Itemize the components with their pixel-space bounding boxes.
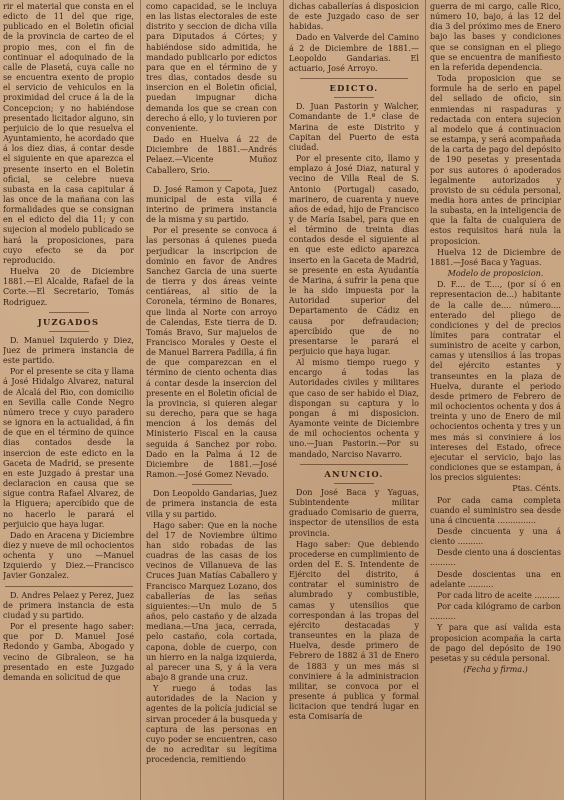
paragraph: Hago saber: Que debiendo procederse en cumplimiento de orden del E. S. Intendente de Ejército del distrito, á contratar el suministro de alumbrado y combustible, camas y utensilios que correspondan á las tropas del ejército destacadas y transeuntes en la plaza de Huelva, desde primero de Febrero de 1882 á 31 de Enero de 1883 y un mes más si conviniere á la administracion militar, se convoca por el presente á publica y formal licitacion que tendrá lugar en esta Comisaría de bbox=[289, 539, 419, 722]
paragraph: D. Juan Pastorin y Walcher, Comandante de 1.ª clase de Marina de este Distrito y Capitan del Puerto de esta ciudad. bbox=[289, 102, 419, 152]
column-rule bbox=[140, 0, 141, 800]
section-divider bbox=[49, 312, 89, 313]
section-divider bbox=[300, 78, 408, 79]
paragraph: Por cada litro de aceite .......... bbox=[437, 590, 561, 600]
paragraph: Y para que así valida esta proposicion acompaña la carta de pago del depósito de 190 pesetas y su cédula personal. bbox=[430, 623, 561, 663]
text-column-3 bbox=[289, 2, 419, 798]
paragraph: Huelva 12 de Diciembre de 1881.—José Baca y Yaguas. bbox=[430, 247, 561, 267]
section-divider bbox=[192, 180, 232, 181]
paragraph: Desde cincuenta y una á ciento .......... bbox=[430, 526, 561, 547]
paragraph: Dado en Huelva á 22 de Diciembre de 1881.—Andrés Pelaez.—Vicente Muñoz Caballero, Srio. bbox=[146, 135, 277, 175]
column-rule bbox=[425, 0, 426, 800]
section-divider bbox=[5, 586, 133, 587]
section-heading: ANUNCIO. bbox=[324, 468, 384, 479]
paragraph: Y ruego á todas las autoridades de la Nacion y agentes de la policía judicial se sirvan proceder á la busqueda y captura de las personas en cuyo poder se encuentren, caso de no acreditar su legítima procedencia, remitiendo bbox=[146, 684, 277, 765]
paragraph: Modelo de proposicion. bbox=[447, 269, 544, 279]
paragraph: Hago saber: Que en la noche del 17 de Noviembre último han sido robadas de las cuadras de las casas de los vecinos de Villanueva de las Cruces Juan Matías Caballero y Francisco Marquez Lozano, dos caballerías de las señas siguientes:—Un mulo de 5 años, pelo castaño y de alzada mediana.—Una jaca, cerrada, pelo castaño, cola cortada, capona, doble de cuerpo, con un hierro en la nalga izquierda, al parecer una S, y á la vera abajo 8 grande una cruz. bbox=[146, 520, 277, 682]
paragraph: Dado en Aracena y Diciembre diez y nueve de mil ochocientos ochenta y uno —Manuel Izquierdo y Diez.—Francisco Javier Gonzalez. bbox=[3, 530, 134, 581]
section-divider bbox=[192, 484, 232, 485]
section-divider bbox=[334, 483, 374, 484]
paragraph: Don Leopoldo Gandarias, Juez de primera instancia de esta villa y su partido. bbox=[146, 489, 277, 519]
paragraph: Desde doscientas una en adelante .......... bbox=[430, 569, 561, 589]
section-divider bbox=[300, 464, 408, 465]
section-heading: EDICTO. bbox=[329, 83, 379, 94]
paragraph: D. Manuel Izquierdo y Diez, Juez de primera instancia de este partido. bbox=[3, 335, 134, 366]
paragraph: Huelva 20 de Diciembre 1881.—El Alcalde, Rafael de la Corte.—El Secretario, Tomás Rodriguez. bbox=[3, 267, 134, 307]
paragraph: Dado en Valverde del Camino á 2 de Diciembre de 1881.—Leopoldo Gandarias. El actuario, José Arroyo. bbox=[289, 33, 419, 73]
paragraph: D. José Ramon y Capota, Juez municipal de esta villa é interino de primera instancia de la misma y su partido. bbox=[146, 184, 277, 225]
paragraph: guerra de mi cargo, calle Rico, número 10, bajo, á las 12 del dia 3 del próximo mes de Enero bajo las bases y condiciones que se consignan en el pliego que se encuentra de manifiesto en la referida dependencia. bbox=[430, 2, 561, 72]
section-divider bbox=[49, 331, 89, 332]
paragraph: como capacidad, se le incluya en las listas electorales de este distrito y seccion de dicha villa para Diputados á Córtes; y habiéndose sido admitida, he mandado publicarlo por edictos para que en el término de y tres dias, contados desde su insercion en el Boletin oficial, puedan impugnar dicha demanda los que se crean con derecho á ello, y lo tuvieren por conveniente. bbox=[146, 2, 277, 133]
paragraph: Al mismo tiempo ruego y encargo á todas las Autoridades civiles y militares que caso de ser habido el Diaz, dispongan su captura y lo pongan á mi disposicion. Ayamonte veinte de Diciembre de mil ochocientos ochenta y uno.—Juan Pastorin.—Por su mandado, Narciso Navarro. bbox=[289, 358, 419, 459]
paragraph: rir el material que consta en el edicto de 11 del que rige, publicado en el Boletin oficial de la provincia de carteo de el propio mes, con el fin de continuar el adoquinado de la calle de Plasetá, cuya calle no se encuentra exento de propio el servicio de vehiculos en la proximidad del cruce á la de la Concepcion; y no habiéndose presentado licitador alguno, sin perjuicio de lo que resuelva el Ayuntamiento, he acordado que á los diez dias, á contar desde el siguiente en que aparezca el presente inserto en el Boletin oficial, se celebre nueva subasta en la casa capitular á las once de la mañana con las formalidades que se consignan en el edicto del dia 11; y con sujecion al modelo publicado se hará la proposiciones, para cuyo efecto se da por reproducido. bbox=[3, 2, 134, 265]
paragraph: (Fecha y firma.) bbox=[463, 665, 528, 674]
paragraph: Ptas. Cénts. bbox=[512, 484, 561, 494]
paragraph: Toda proposicion que se formule ha de serlo en papel del sellado de oficio, sin enmiendas ni raspaduras y redactada con entera sujecion al modelo que á continuacion se estampa, y será acompañada de la carta de pago del depósito de 190 pesetas y presentada por sus autores ó apoderados legalmente autorizados y provisto de su cédula personal, media hora antes de principiar la subasta, en la inteligencia de que la falta de cualquiera de estos requisitos hará nula la proposicion. bbox=[430, 74, 561, 246]
paragraph: Por el presente se convoca á las personas á quienes pueda perjudicar la inscripcion de dominio en favor de Andres Sanchez Garcia de una suerte de tierra y dos áreas veinte centiáreas, al sitio de la Coronela, término de Bonares, que linda al Norte con arroyo de Calendas, Este tierra de D. Tomás Bravo, Sur majuelos de Francisco Morales y Oeste el de Manuel Barrera Padilla, á fin de que comparezcan en el término de ciento ochenta dias á contar desde la insercion del presente en el Boletin oficial de la provincia, si quieren alegar su derecho, para que se haga mencion á los demás del Ministerio Fiscal en la causa seguida á Sanchez por robo. Dado en la Palma á 12 de Diciembre de 1881.—José Ramon.—José Gomez Nevado. bbox=[146, 226, 277, 480]
paragraph: D. Andres Pelaez y Perez, Juez de primera instancia de esta ciudad y su partido. bbox=[3, 590, 134, 620]
paragraph: Desde ciento una á doscientas .......... bbox=[430, 548, 561, 568]
paragraph: Por el presente se cita y llama á José Hidalgo Alvarez, natural de Alcalá del Rio, con domicilio en Sevilla calle Conde Negro número trece y cuyo paradero se ignora en la actualidad, á fin de que en el término de quince dias contados desde la insercion de este edicto en la Gaceta de Madrid, se presente en este Juzgado á prestar una declaracion en causa que se sigue contra Rafael Alvarez, de la Higuera; apercibido que de no hacerlo le parará el perjuicio que haya lugar. bbox=[3, 367, 134, 529]
paragraph: Por cada cama completa cuando el suministro sea desde una á cincuenta ............... bbox=[430, 495, 561, 525]
paragraph: Don José Baca y Yaguas, Subintendente militar graduado Comisario de guerra, inspector de utensilios de esta provincia. bbox=[289, 487, 419, 538]
section-divider bbox=[334, 97, 374, 98]
paragraph: Por el presente cito, llamo y emplazo á José Diaz, natural y vecino de Villa Real de S. Antonio (Portugal) casado, marinero, de cuarenta y nueve años de edad, hijo de Francisco y de María Isabel, para que en el término de treinta dias contados desde el siguiente al en que este edicto aparezca inserto en la Gaceta de Madrid, se presente en esta Ayudantía de Marina, á sufrir la pena que le ha sido impuesta por la Autoridad superior del Departamento de Cádiz en causa por defraudacion; apercibido que de no presentarse le parará el perjuicio que haya lugar. bbox=[289, 154, 419, 356]
text-column-2 bbox=[146, 2, 277, 798]
paragraph: D. F.... de T...., (por sí ó en representacion de...) habitante de la calle de.... número.... enterado del pliego de condiciones y del de precios límites para contratar el suministro de aceite y carbon, camas y utensilios á las tropas del ejército estantes y transeuntes en la plaza de Huelva, durante el periodo desde primero de Febrero de mil ochocientos ochenta y dos á treinta y uno de Enero de mil ochocientos ochenta y tres y un mes más si conviniere á los intereses del Estado, ofrece ejecutar el servicio, bajo las condiciones que se estampan, á los precios siguientes: bbox=[430, 280, 561, 483]
paragraph: Por el presente hago saber: que por D. Manuel José Redondo y Gamba, Abogado y vecino de Gibraleon, se ha presentado en este Juzgado demanda en solicitud de que bbox=[3, 622, 134, 682]
text-column-1 bbox=[3, 2, 134, 798]
paragraph: Por cada kilógramo de carbon .......... bbox=[430, 602, 561, 622]
column-rule bbox=[283, 0, 284, 800]
section-heading: JUZGADOS bbox=[37, 316, 100, 327]
text-column-4 bbox=[430, 2, 561, 798]
paragraph: dichas caballerías á disposicion de este Juzgado caso de ser habidas. bbox=[289, 2, 419, 32]
